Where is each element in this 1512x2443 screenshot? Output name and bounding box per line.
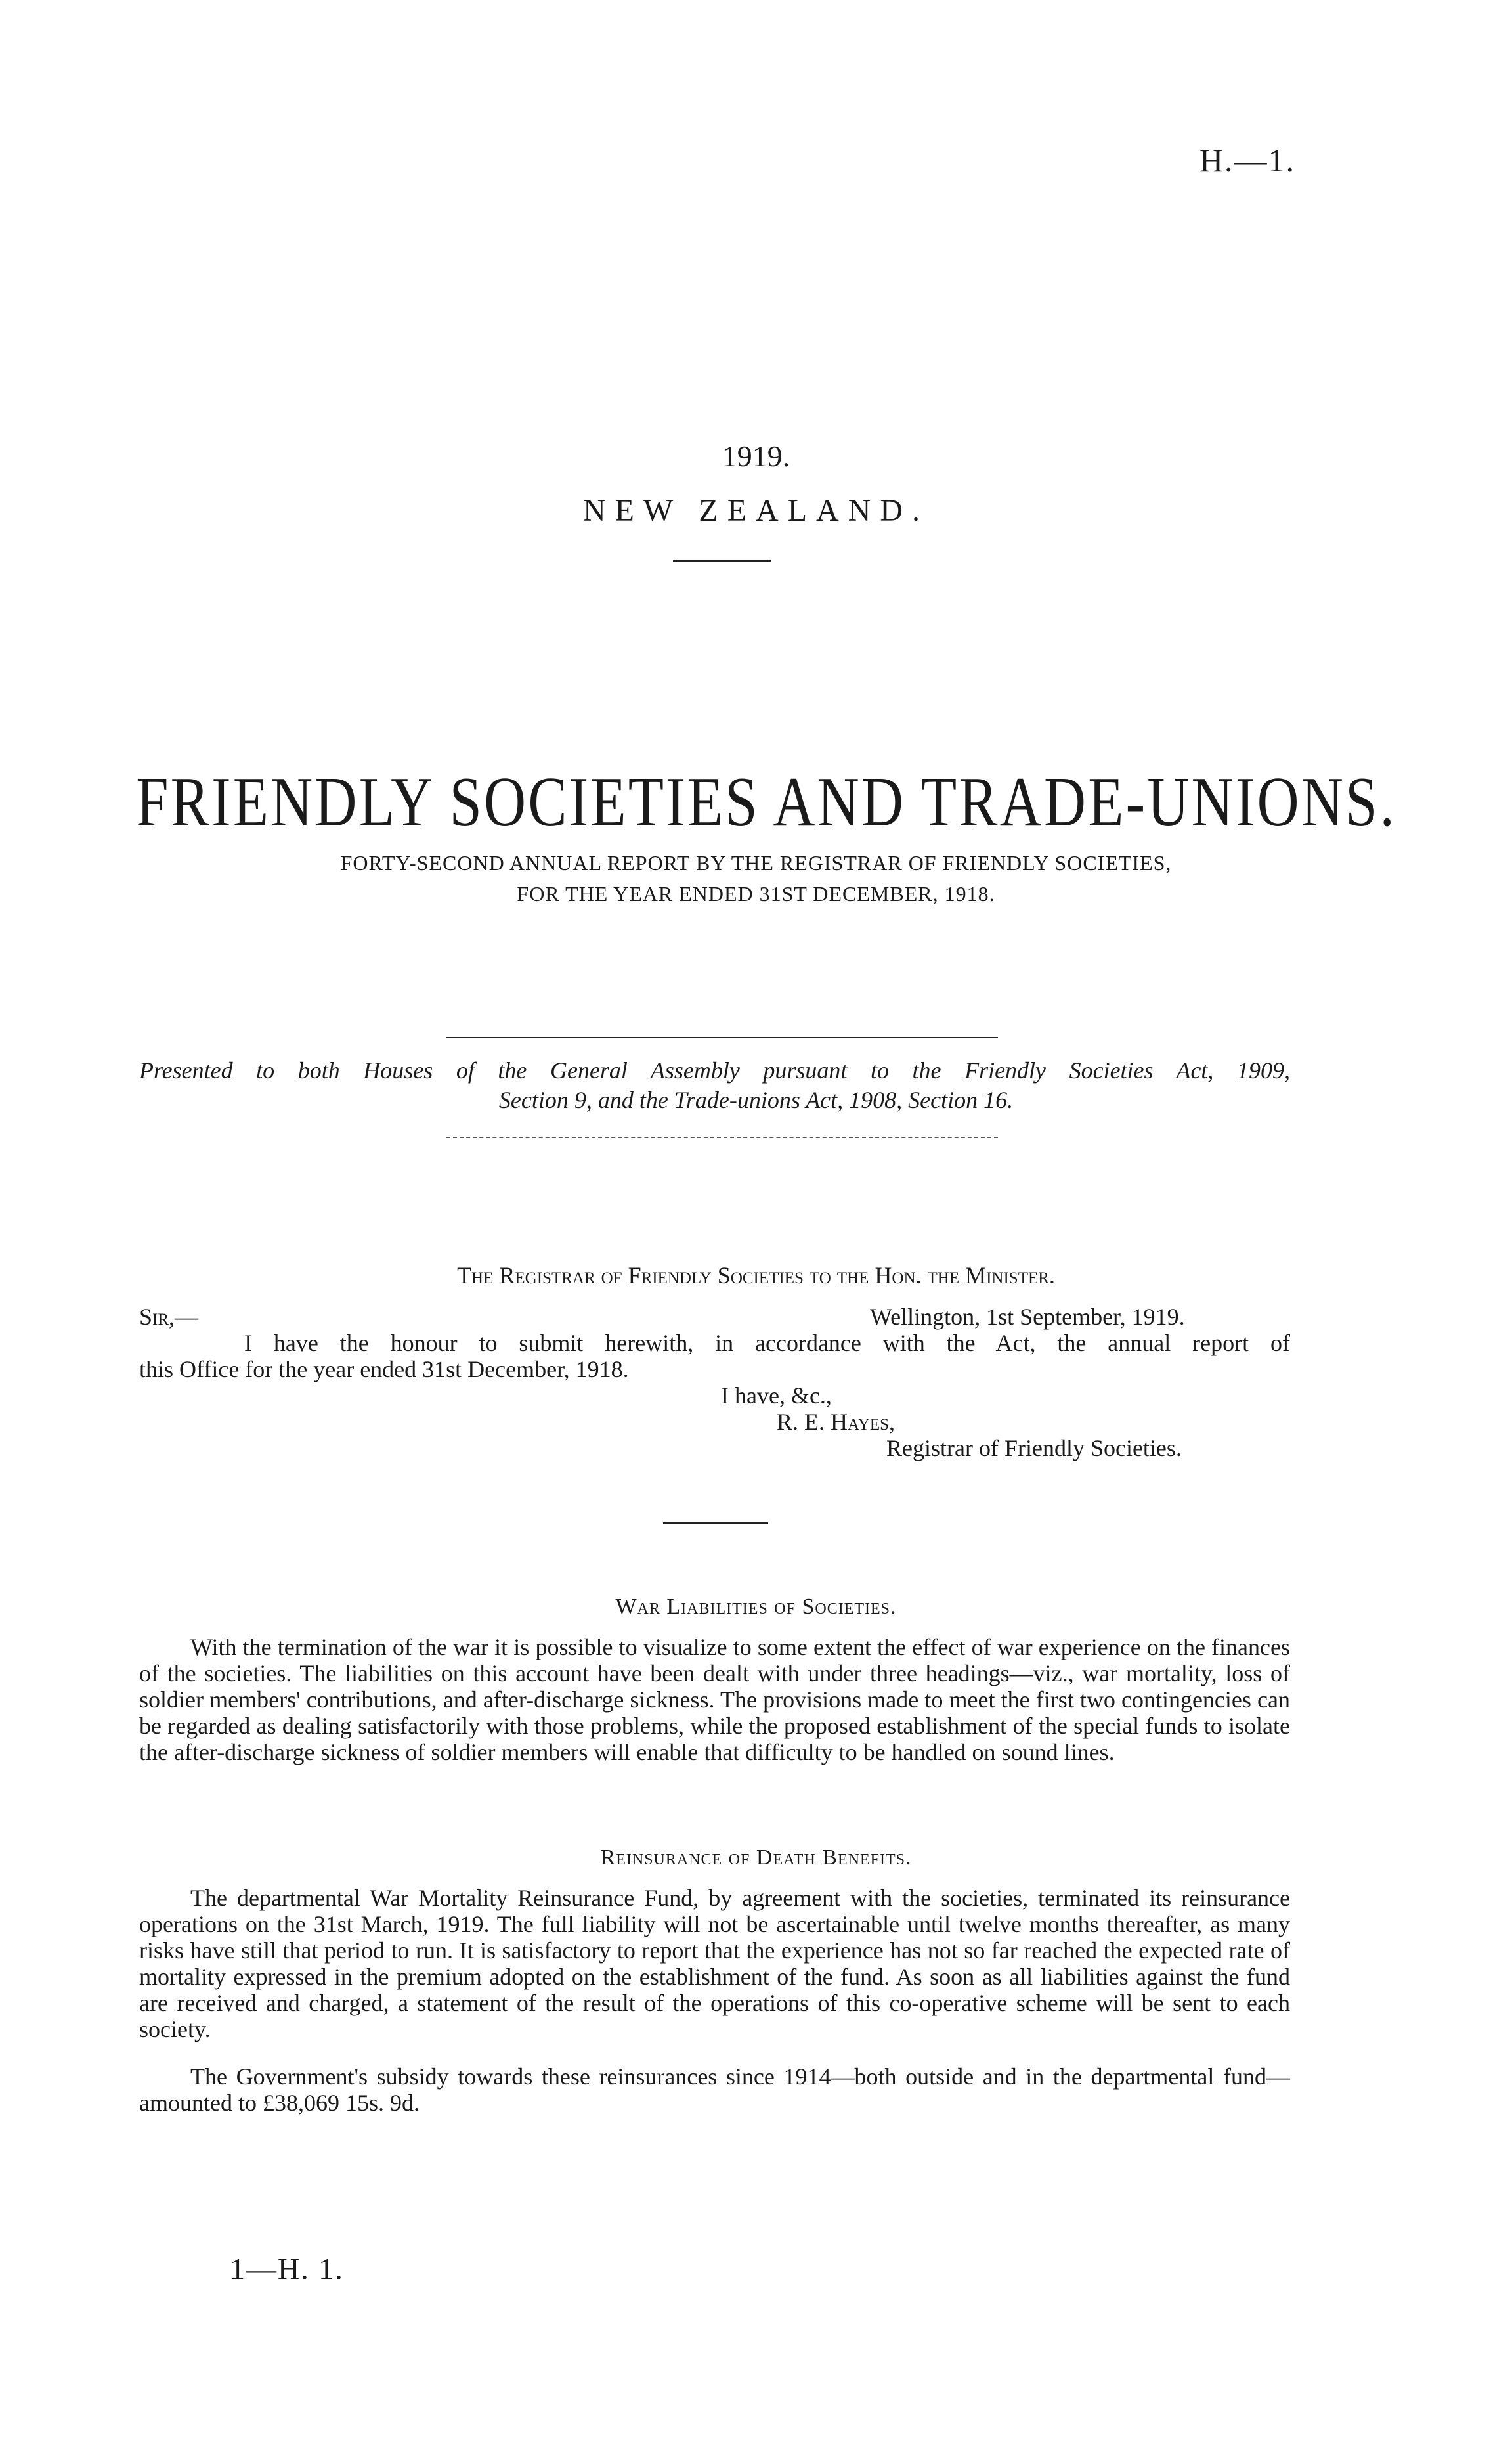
letter-closing: I have, &c., bbox=[721, 1382, 832, 1409]
letter-body-line-1: I have the honour to submit herewith, in accordance with the Act, the annual report of bbox=[244, 1330, 1290, 1356]
section-heading-reinsurance: Reinsurance of Death Benefits. bbox=[600, 1845, 912, 1870]
presented-line-2: Section 9, and the Trade-unions Act, 1908, Section 16. bbox=[498, 1087, 1014, 1113]
section-divider-rule bbox=[663, 1522, 768, 1524]
footer-signature: 1—H. 1. bbox=[230, 2252, 344, 2285]
presented-bottom-rule bbox=[446, 1137, 998, 1138]
letter-signer: R. E. Hayes, bbox=[777, 1409, 895, 1435]
subtitle-line-1: FORTY-SECOND ANNUAL REPORT BY THE REGISTRAR OF FRIENDLY SOCIETIES, bbox=[340, 851, 1172, 875]
country-name: NEW ZEALAND. bbox=[582, 493, 930, 528]
document-title: FRIENDLY SOCIETIES AND TRADE-UNIONS. bbox=[136, 763, 1397, 841]
letter-place-date: Wellington, 1st September, 1919. bbox=[870, 1304, 1185, 1330]
report-year: 1919. bbox=[722, 439, 790, 473]
letter-address-line: The Registrar of Friendly Societies to the Hon. the Minister. bbox=[457, 1262, 1055, 1288]
title-rule bbox=[673, 560, 771, 562]
letter-body-line-2: this Office for the year ended 31st December, 1918. bbox=[139, 1356, 629, 1382]
page-reference: H.—1. bbox=[1199, 142, 1295, 179]
paragraph-reinsurance-1: The departmental War Mortality Reinsurance Fund, by agreement with the societies, terminated its reinsurance operations on the 31st March, 1919. The full liability will not be ascertainable until twelve months thereafter, as many risks have still that period to run. It is satisfactory to report that the experience has not so far reached the expected rate of mortality expressed in the premium adopted on the establishment of the fund. As soon as all liabilities against the fund are received and charged, a statement of the result of the operations of this co-operative scheme will be sent to each society. bbox=[139, 1885, 1290, 2042]
presented-top-rule bbox=[446, 1037, 998, 1038]
paragraph-reinsurance-2: The Government's subsidy towards these reinsurances since 1914—both outside and in the departmental fund—amounted to £38,069 15s. 9d. bbox=[139, 2063, 1290, 2116]
letter-signer-title: Registrar of Friendly Societies. bbox=[886, 1435, 1182, 1461]
letter-salutation: Sir,— bbox=[139, 1304, 199, 1330]
section-heading-war-liabilities: War Liabilities of Societies. bbox=[615, 1595, 897, 1619]
paragraph-war-liabilities: With the termination of the war it is possible to visualize to some extent the effect of war experience on the finances of the societies. The liabilities on this account have been dealt with under three headings—viz., war mortality, loss of soldier members' contributions, and after-discharge sickness. The provisions made to meet the first two contingencies can be regarded as dealing satisfactorily with those problems, while the proposed establishment of the special funds to isolate the after-discharge sickness of soldier members will enable that difficulty to be handled on sound lines. bbox=[139, 1634, 1290, 1765]
subtitle-line-2: FOR THE YEAR ENDED 31ST DECEMBER, 1918. bbox=[517, 882, 995, 906]
presented-line-1: Presented to both Houses of the General Assembly pursuant to the Friendly Societies Act, 1909, bbox=[139, 1057, 1290, 1084]
